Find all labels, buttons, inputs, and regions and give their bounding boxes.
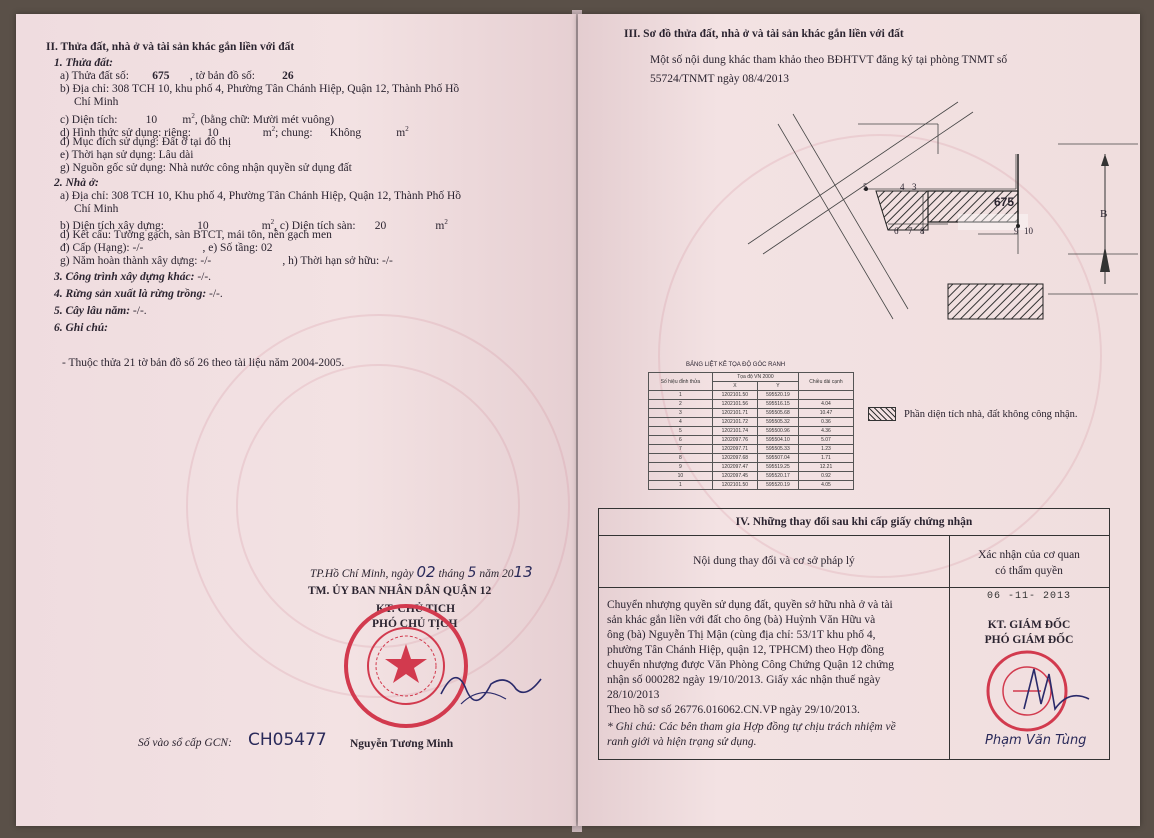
parcel-number: 675	[152, 70, 170, 82]
north-label: B	[1100, 208, 1108, 220]
coords-cell: 1202101.56	[712, 400, 757, 409]
coords-cell	[798, 391, 853, 400]
change-note-1: * Ghi chú: Các bên tham gia Hợp đồng tự chịu trách nhiệm về	[607, 721, 896, 733]
coords-row	[649, 409, 854, 418]
item-5: 5. Cây lâu năm: -/-.	[54, 305, 147, 317]
coords-cell: 8	[649, 454, 713, 463]
land-address-cont: Chí Minh	[74, 96, 119, 108]
coords-cell: 595520.17	[757, 472, 798, 481]
confirm-role-2: PHÓ GIÁM ĐỐC	[984, 634, 1074, 646]
signer-name: Nguyễn Tương Minh	[350, 738, 454, 750]
confirm-signer: Phạm Văn Tùng	[985, 733, 1087, 748]
house-address-cont: Chí Minh	[74, 203, 119, 215]
land-heading: 1. Thửa đất:	[54, 57, 113, 69]
changes-table	[598, 508, 1110, 760]
reference-line-2: 55724/TNMT ngày 08/4/2013	[650, 73, 790, 85]
house-address: a) Địa chỉ: 308 TCH 10, Khu phố 4, Phường Tân Chánh Hiệp, Quận 12, Thành Phố Hồ	[60, 190, 462, 202]
coords-cell: 1202097.71	[712, 445, 757, 454]
land-address: b) Địa chỉ: 308 TCH 10, khu phố 4, Phường Tân Chánh Hiệp, Quận 12, Thành Phố Hồ	[60, 83, 460, 95]
legend-text: Phần diện tích nhà, đất không công nhận.	[904, 409, 1078, 420]
coords-header-system: Tọa độ VN 2000	[712, 373, 798, 382]
coords-cell: 1202101.72	[712, 418, 757, 427]
coords-row	[649, 445, 854, 454]
coords-cell: 595520.19	[757, 391, 798, 400]
hatch-legend-swatch	[868, 407, 896, 421]
point-3: 3	[912, 182, 917, 192]
coords-cell: 595516.15	[757, 400, 798, 409]
coords-cell: 1202097.45	[712, 472, 757, 481]
change-line-7: 28/10/2013	[607, 689, 660, 701]
coords-cell: 595519.25	[757, 463, 798, 472]
changes-col2-header-1: Xác nhận của cơ quan	[978, 549, 1080, 561]
coords-cell: 595505.32	[757, 418, 798, 427]
coords-cell: 0.92	[798, 472, 853, 481]
coords-cell: 1202097.76	[712, 436, 757, 445]
coords-cell: 10.47	[798, 409, 853, 418]
house-completion-row: g) Năm hoàn thành xây dựng: -/- , h) Thời hạn sở hữu: -/-	[60, 255, 393, 267]
coords-header-point: Số hiệu đỉnh thửa	[649, 373, 713, 391]
coords-cell: 0.36	[798, 418, 853, 427]
confirm-signature-icon	[1019, 659, 1099, 719]
coords-row	[649, 454, 854, 463]
parcel-label: 675	[994, 195, 1015, 209]
change-note-2: ranh giới và hiện trạng sử dụng.	[607, 736, 757, 748]
usage-purpose: đ) Mục đích sử dụng: Đất ở tại đô thị	[60, 136, 232, 148]
coords-cell: 5.07	[798, 436, 853, 445]
coords-cell: 1202101.74	[712, 427, 757, 436]
coords-cell: 1.71	[798, 454, 853, 463]
coords-cell: 595505.68	[757, 409, 798, 418]
issue-date: TP.Hồ Chí Minh, ngày 02 tháng 5 năm 2013	[310, 563, 533, 581]
coords-row	[649, 436, 854, 445]
coords-cell: 1202101.71	[712, 409, 757, 418]
coords-cell: 595505.33	[757, 445, 798, 454]
land-area-value: 10	[145, 113, 158, 126]
coords-cell: 2	[649, 400, 713, 409]
land-area-row: c) Diện tích: 10 $m^2$, (bằng chữ: Mười mét vuông)	[60, 112, 335, 126]
coords-row	[649, 472, 854, 481]
coords-row	[649, 463, 854, 472]
right-page	[578, 14, 1140, 826]
coords-row	[649, 481, 854, 490]
house-area-row: b) Diện tích xây dựng: 10 $m^2$, c) Diện tích sàn: 20 $m^2$	[60, 218, 448, 232]
site-plan-diagram	[718, 94, 1138, 354]
coords-cell: 1	[649, 481, 713, 490]
section-iii-title: III. Sơ đồ thửa đất, nhà ở và tài sản khác gắn liền với đất	[624, 28, 904, 40]
point-4: 4	[900, 182, 905, 192]
map-sheet-number: 26	[282, 70, 294, 82]
change-line-4: phường Tân Chánh Hiệp, quận 12, TPHCM) theo Hợp đồng	[607, 644, 885, 656]
coords-row	[649, 400, 854, 409]
coords-cell: 595520.19	[757, 481, 798, 490]
change-line-2: sản khác gắn liền với đất cho ông (bà) Huỳnh Văn Hữu và	[607, 614, 876, 626]
point-9: 9	[1014, 226, 1019, 236]
item-6: 6. Ghi chú:	[54, 322, 108, 334]
coords-table	[648, 372, 854, 490]
coords-cell: 1202097.47	[712, 463, 757, 472]
house-structure: d) Kết cấu: Tường gạch, sàn BTCT, mái tôn, nền gạch men	[60, 229, 332, 241]
coords-cell: 12.21	[798, 463, 853, 472]
point-8: 8	[920, 226, 925, 236]
point-5: 5	[863, 182, 868, 192]
usage-form-row: d) Hình thức sử dụng: riêng: 10 $m^2$; chung: Không $m^2$	[60, 125, 409, 139]
coords-cell: 1.23	[798, 445, 853, 454]
coords-title: BẢNG LIỆT KÊ TỌA ĐỘ GÓC RANH	[686, 362, 786, 368]
item-4: 4. Rừng sản xuất là rừng trồng: -/-.	[54, 288, 223, 300]
coords-cell: 4	[649, 418, 713, 427]
change-line-8: Theo hồ sơ số 26776.016062.CN.VP ngày 29/10/2013.	[607, 704, 860, 716]
house-heading: 2. Nhà ở:	[54, 177, 99, 189]
usage-origin: g) Nguồn gốc sử dụng: Nhà nước công nhận quyền sử dụng đất	[60, 162, 352, 174]
coords-cell: 4.04	[798, 400, 853, 409]
coords-cell: 4.05	[798, 481, 853, 490]
changes-title: IV. Những thay đổi sau khi cấp giấy chứng nhận	[599, 509, 1109, 536]
coords-cell: 7	[649, 445, 713, 454]
confirm-date-stamp: 06 -11- 2013	[987, 591, 1072, 602]
point-7: 7	[908, 226, 913, 236]
register-label: Số vào sổ cấp GCN:	[138, 737, 232, 749]
change-line-1: Chuyển nhượng quyền sử dụng đất, quyền sở hữu nhà ở và tài	[607, 599, 893, 611]
signature-icon	[436, 654, 546, 714]
item-3: 3. Công trình xây dựng khác: -/-.	[54, 271, 212, 283]
coords-header-y: Y	[757, 382, 798, 391]
coords-cell: 1202097.68	[712, 454, 757, 463]
coords-row	[649, 418, 854, 427]
change-line-5: chuyển nhượng được Văn Phòng Công Chứng Quận 12 chứng	[607, 659, 894, 671]
section-ii-title: II. Thửa đất, nhà ở và tài sản khác gắn liền với đất	[46, 41, 295, 53]
coords-cell: 6	[649, 436, 713, 445]
parcel-number-row: a) Thửa đất số: 675 , tờ bản đồ số: 26	[60, 70, 318, 83]
authority: TM. ỦY BAN NHÂN DÂN QUẬN 12	[308, 585, 492, 597]
coords-cell: 595500.96	[757, 427, 798, 436]
coords-cell: 1202101.50	[712, 391, 757, 400]
coords-cell: 1	[649, 391, 713, 400]
changes-col1-header: Nội dung thay đổi và cơ sở pháp lý	[693, 555, 855, 567]
coords-header-x: X	[712, 382, 757, 391]
coords-cell: 5	[649, 427, 713, 436]
coords-cell: 1202101.50	[712, 481, 757, 490]
left-page	[16, 14, 576, 826]
authority-role-1: KT. CHỦ TỊCH	[376, 603, 456, 615]
point-6: 6	[894, 226, 899, 236]
coords-cell: 595504.10	[757, 436, 798, 445]
coords-cell: 595507.04	[757, 454, 798, 463]
coords-row	[649, 427, 854, 436]
usage-term: e) Thời hạn sử dụng: Lâu dài	[60, 149, 194, 161]
confirm-role-1: KT. GIÁM ĐỐC	[987, 619, 1071, 631]
coords-cell: 9	[649, 463, 713, 472]
change-line-3: ông (bà) Nguyễn Thị Mận (cùng địa chỉ: 53/1T khu phố 4,	[607, 629, 876, 641]
register-number: CH05477	[248, 730, 327, 750]
coords-cell: 10	[649, 472, 713, 481]
house-grade-row: đ) Cấp (Hạng): -/- , e) Số tầng: 02	[60, 242, 273, 254]
coords-cell: 3	[649, 409, 713, 418]
coords-cell: 4.36	[798, 427, 853, 436]
note-text: - Thuộc thửa 21 tờ bản đồ số 26 theo tài liệu năm 2004-2005.	[62, 357, 345, 369]
point-10: 10	[1024, 226, 1033, 236]
reference-line-1: Một số nội dung khác tham khảo theo BĐHTVT đăng ký tại phòng TNMT số	[650, 54, 1008, 66]
authority-role-2: PHÓ CHỦ TỊCH	[372, 618, 458, 630]
coords-header-length: Chiều dài cạnh	[798, 373, 853, 391]
changes-header-divider	[599, 587, 1109, 588]
change-line-6: nhận số 000282 ngày 19/10/2013. Giấy xác nhận thuế ngày	[607, 674, 881, 686]
changes-col2-header-2: có thẩm quyền	[995, 565, 1063, 577]
coords-row	[649, 391, 854, 400]
